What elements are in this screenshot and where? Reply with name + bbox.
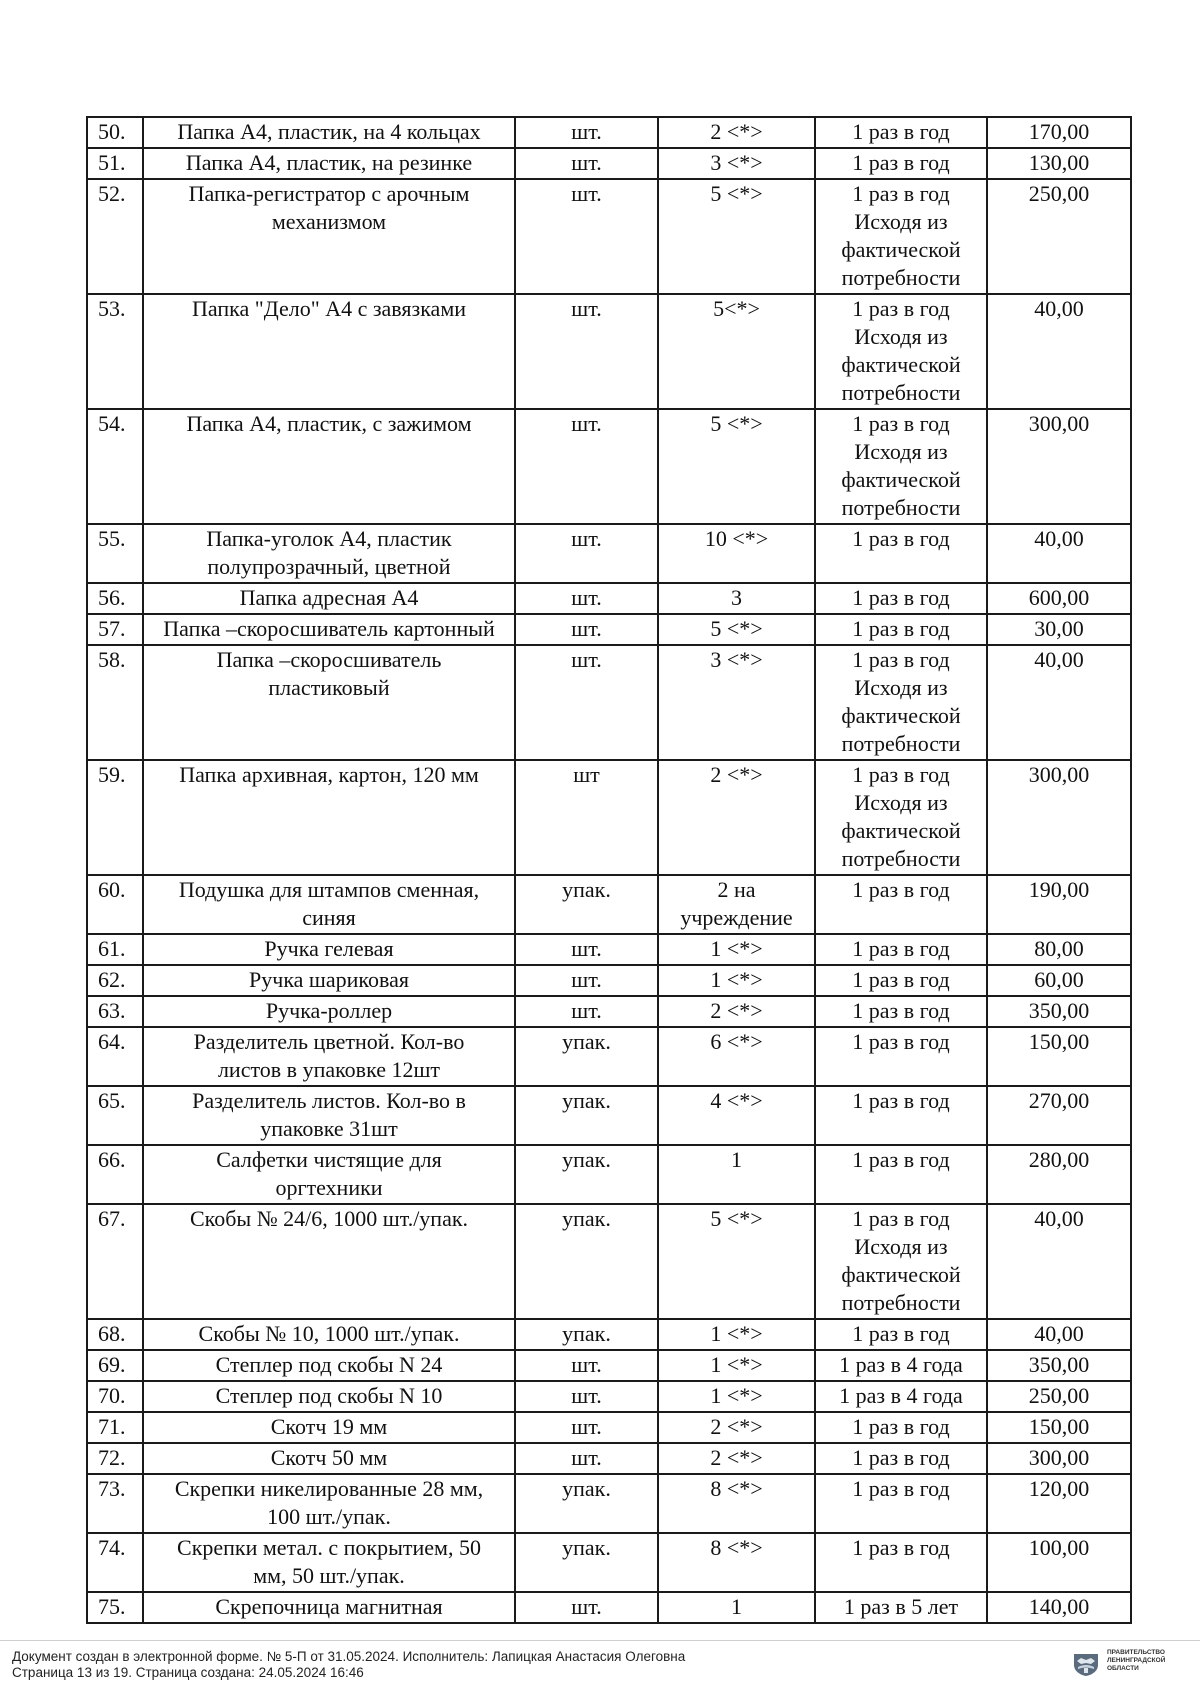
cell-item-name: Ручка шариковая — [143, 965, 515, 996]
cell-quantity: 2 <*> — [658, 1443, 815, 1474]
cell-item-name: Папка А4, пластик, на резинке — [143, 148, 515, 179]
cell-quantity: 4 <*> — [658, 1086, 815, 1145]
cell-period: 1 раз в год — [815, 1443, 987, 1474]
table-row — [87, 996, 1131, 1027]
cell-period: 1 раз в год — [815, 524, 987, 583]
cell-quantity: 2 <*> — [658, 117, 815, 148]
cell-unit: шт. — [515, 934, 658, 965]
cell-quantity: 5 <*> — [658, 1204, 815, 1319]
cell-quantity: 8 <*> — [658, 1533, 815, 1592]
cell-item-name: Степлер под скобы N 24 — [143, 1350, 515, 1381]
table-row — [87, 1319, 1131, 1350]
cell-period: 1 раз в год Исходя из фактической потребности — [815, 760, 987, 875]
cell-unit: шт. — [515, 1592, 658, 1623]
cell-unit: шт. — [515, 1350, 658, 1381]
cell-unit: шт. — [515, 294, 658, 409]
cell-quantity: 5<*> — [658, 294, 815, 409]
cell-number: 55. — [87, 524, 143, 583]
cell-quantity: 1 <*> — [658, 1319, 815, 1350]
cell-quantity: 1 — [658, 1592, 815, 1623]
table-row — [87, 614, 1131, 645]
cell-unit: упак. — [515, 1027, 658, 1086]
cell-quantity: 2 <*> — [658, 760, 815, 875]
cell-item-name: Скрепки никелированные 28 мм, 100 шт./упак. — [143, 1474, 515, 1533]
cell-unit: шт. — [515, 1381, 658, 1412]
cell-number: 52. — [87, 179, 143, 294]
cell-price: 250,00 — [987, 1381, 1131, 1412]
cell-quantity: 2 <*> — [658, 996, 815, 1027]
organization-name: ПРАВИТЕЛЬСТВО ЛЕНИНГРАДСКОЙ ОБЛАСТИ — [1107, 1649, 1166, 1672]
cell-unit: шт. — [515, 179, 658, 294]
cell-unit: упак. — [515, 1145, 658, 1204]
cell-item-name: Скобы № 10, 1000 шт./упак. — [143, 1319, 515, 1350]
table-row — [87, 1474, 1131, 1533]
cell-price: 40,00 — [987, 524, 1131, 583]
cell-unit: упак. — [515, 1319, 658, 1350]
cell-item-name: Папка –скоросшиватель картонный — [143, 614, 515, 645]
cell-number: 53. — [87, 294, 143, 409]
table-row — [87, 409, 1131, 524]
table-row — [87, 294, 1131, 409]
cell-unit: шт. — [515, 965, 658, 996]
footer-line-document-info: Документ создан в электронной форме. № 5-П от 31.05.2024. Исполнитель: Лапицкая Анастасия Олеговна — [12, 1649, 686, 1664]
cell-quantity: 6 <*> — [658, 1027, 815, 1086]
cell-quantity: 2 на учреждение — [658, 875, 815, 934]
cell-item-name: Подушка для штампов сменная, синяя — [143, 875, 515, 934]
cell-item-name: Папка А4, пластик, с зажимом — [143, 409, 515, 524]
footer-line-page-info: Страница 13 из 19. Страница создана: 24.05.2024 16:46 — [12, 1665, 364, 1680]
cell-unit: шт. — [515, 148, 658, 179]
cell-period: 1 раз в 4 года — [815, 1350, 987, 1381]
coat-of-arms-icon — [1071, 1651, 1101, 1677]
cell-period: 1 раз в год — [815, 614, 987, 645]
cell-number: 70. — [87, 1381, 143, 1412]
cell-unit: шт. — [515, 409, 658, 524]
cell-item-name: Скрепочница магнитная — [143, 1592, 515, 1623]
cell-quantity: 3 — [658, 583, 815, 614]
cell-unit: упак. — [515, 1086, 658, 1145]
cell-price: 300,00 — [987, 409, 1131, 524]
table-row — [87, 1350, 1131, 1381]
cell-period: 1 раз в 4 года — [815, 1381, 987, 1412]
cell-unit: шт. — [515, 1412, 658, 1443]
table-row — [87, 1443, 1131, 1474]
cell-price: 190,00 — [987, 875, 1131, 934]
table-row — [87, 1204, 1131, 1319]
cell-item-name: Папка-регистратор с арочным механизмом — [143, 179, 515, 294]
cell-item-name: Разделитель цветной. Кол-во листов в упаковке 12шт — [143, 1027, 515, 1086]
cell-price: 40,00 — [987, 645, 1131, 760]
cell-item-name: Папка А4, пластик, на 4 кольцах — [143, 117, 515, 148]
cell-price: 350,00 — [987, 996, 1131, 1027]
cell-period: 1 раз в год — [815, 148, 987, 179]
cell-number: 56. — [87, 583, 143, 614]
cell-item-name: Скотч 19 мм — [143, 1412, 515, 1443]
table-row — [87, 1533, 1131, 1592]
table-row — [87, 1592, 1131, 1623]
cell-period: 1 раз в год — [815, 965, 987, 996]
cell-quantity: 5 <*> — [658, 179, 815, 294]
cell-price: 40,00 — [987, 1319, 1131, 1350]
cell-unit: упак. — [515, 1204, 658, 1319]
cell-price: 30,00 — [987, 614, 1131, 645]
cell-number: 59. — [87, 760, 143, 875]
cell-period: 1 раз в год — [815, 875, 987, 934]
document-footer — [0, 1640, 1200, 1699]
cell-unit: шт. — [515, 645, 658, 760]
cell-number: 75. — [87, 1592, 143, 1623]
table-row — [87, 760, 1131, 875]
cell-quantity: 5 <*> — [658, 614, 815, 645]
cell-item-name: Папка –скоросшиватель пластиковый — [143, 645, 515, 760]
table-row — [87, 179, 1131, 294]
cell-number: 71. — [87, 1412, 143, 1443]
cell-unit: шт. — [515, 524, 658, 583]
cell-quantity: 3 <*> — [658, 645, 815, 760]
table-row — [87, 148, 1131, 179]
cell-number: 54. — [87, 409, 143, 524]
cell-price: 40,00 — [987, 1204, 1131, 1319]
cell-unit: шт. — [515, 614, 658, 645]
cell-unit: упак. — [515, 1533, 658, 1592]
cell-period: 1 раз в год Исходя из фактической потребности — [815, 1204, 987, 1319]
cell-unit: шт — [515, 760, 658, 875]
cell-number: 69. — [87, 1350, 143, 1381]
cell-price: 300,00 — [987, 1443, 1131, 1474]
cell-price: 300,00 — [987, 760, 1131, 875]
table-row — [87, 645, 1131, 760]
cell-price: 40,00 — [987, 294, 1131, 409]
table-row — [87, 934, 1131, 965]
cell-quantity: 3 <*> — [658, 148, 815, 179]
cell-number: 66. — [87, 1145, 143, 1204]
cell-price: 140,00 — [987, 1592, 1131, 1623]
table-row — [87, 117, 1131, 148]
cell-item-name: Салфетки чистящие для оргтехники — [143, 1145, 515, 1204]
cell-price: 250,00 — [987, 179, 1131, 294]
table-row — [87, 1381, 1131, 1412]
cell-item-name: Папка "Дело" А4 с завязками — [143, 294, 515, 409]
cell-quantity: 1 — [658, 1145, 815, 1204]
cell-number: 50. — [87, 117, 143, 148]
cell-period: 1 раз в год — [815, 934, 987, 965]
cell-item-name: Папка-уголок А4, пластик полупрозрачный, цветной — [143, 524, 515, 583]
cell-unit: упак. — [515, 1474, 658, 1533]
cell-item-name: Степлер под скобы N 10 — [143, 1381, 515, 1412]
cell-item-name: Папка архивная, картон, 120 мм — [143, 760, 515, 875]
cell-price: 80,00 — [987, 934, 1131, 965]
cell-period: 1 раз в год — [815, 1145, 987, 1204]
table-body — [87, 117, 1131, 1623]
cell-price: 170,00 — [987, 117, 1131, 148]
cell-item-name: Разделитель листов. Кол-во в упаковке 31шт — [143, 1086, 515, 1145]
cell-price: 120,00 — [987, 1474, 1131, 1533]
cell-quantity: 1 <*> — [658, 934, 815, 965]
cell-period: 1 раз в год Исходя из фактической потребности — [815, 409, 987, 524]
cell-period: 1 раз в год — [815, 1474, 987, 1533]
cell-price: 600,00 — [987, 583, 1131, 614]
cell-number: 68. — [87, 1319, 143, 1350]
cell-number: 73. — [87, 1474, 143, 1533]
cell-number: 72. — [87, 1443, 143, 1474]
cell-number: 57. — [87, 614, 143, 645]
table-row — [87, 1086, 1131, 1145]
cell-quantity: 1 <*> — [658, 1381, 815, 1412]
cell-price: 100,00 — [987, 1533, 1131, 1592]
cell-period: 1 раз в год Исходя из фактической потребности — [815, 179, 987, 294]
cell-price: 130,00 — [987, 148, 1131, 179]
cell-unit: упак. — [515, 875, 658, 934]
cell-period: 1 раз в год — [815, 996, 987, 1027]
cell-number: 67. — [87, 1204, 143, 1319]
cell-item-name: Скрепки метал. с покрытием, 50 мм, 50 шт./упак. — [143, 1533, 515, 1592]
table-row — [87, 1145, 1131, 1204]
cell-period: 1 раз в год — [815, 1086, 987, 1145]
cell-period: 1 раз в 5 лет — [815, 1592, 987, 1623]
cell-number: 60. — [87, 875, 143, 934]
supplies-table — [86, 116, 1132, 1624]
cell-price: 150,00 — [987, 1027, 1131, 1086]
cell-unit: шт. — [515, 996, 658, 1027]
cell-price: 270,00 — [987, 1086, 1131, 1145]
cell-item-name: Скотч 50 мм — [143, 1443, 515, 1474]
cell-quantity: 2 <*> — [658, 1412, 815, 1443]
cell-period: 1 раз в год — [815, 1533, 987, 1592]
cell-number: 64. — [87, 1027, 143, 1086]
cell-price: 350,00 — [987, 1350, 1131, 1381]
cell-quantity: 8 <*> — [658, 1474, 815, 1533]
cell-number: 62. — [87, 965, 143, 996]
cell-period: 1 раз в год — [815, 1027, 987, 1086]
cell-period: 1 раз в год — [815, 1319, 987, 1350]
cell-item-name: Ручка гелевая — [143, 934, 515, 965]
cell-item-name: Папка адресная А4 — [143, 583, 515, 614]
table-row — [87, 1027, 1131, 1086]
cell-period: 1 раз в год — [815, 117, 987, 148]
cell-quantity: 1 <*> — [658, 965, 815, 996]
cell-period: 1 раз в год Исходя из фактической потребности — [815, 645, 987, 760]
table-row — [87, 524, 1131, 583]
cell-unit: шт. — [515, 1443, 658, 1474]
cell-quantity: 1 <*> — [658, 1350, 815, 1381]
cell-unit: шт. — [515, 583, 658, 614]
table-row — [87, 965, 1131, 996]
cell-item-name: Ручка-роллер — [143, 996, 515, 1027]
cell-number: 65. — [87, 1086, 143, 1145]
cell-price: 280,00 — [987, 1145, 1131, 1204]
cell-price: 60,00 — [987, 965, 1131, 996]
footer-text — [12, 1649, 685, 1681]
cell-period: 1 раз в год — [815, 1412, 987, 1443]
cell-unit: шт. — [515, 117, 658, 148]
table-row — [87, 583, 1131, 614]
cell-period: 1 раз в год Исходя из фактической потребности — [815, 294, 987, 409]
table-row — [87, 875, 1131, 934]
cell-item-name: Скобы № 24/6, 1000 шт./упак. — [143, 1204, 515, 1319]
cell-price: 150,00 — [987, 1412, 1131, 1443]
table-row — [87, 1412, 1131, 1443]
cell-number: 63. — [87, 996, 143, 1027]
cell-number: 58. — [87, 645, 143, 760]
cell-quantity: 5 <*> — [658, 409, 815, 524]
cell-period: 1 раз в год — [815, 583, 987, 614]
cell-quantity: 10 <*> — [658, 524, 815, 583]
cell-number: 51. — [87, 148, 143, 179]
cell-number: 74. — [87, 1533, 143, 1592]
cell-number: 61. — [87, 934, 143, 965]
